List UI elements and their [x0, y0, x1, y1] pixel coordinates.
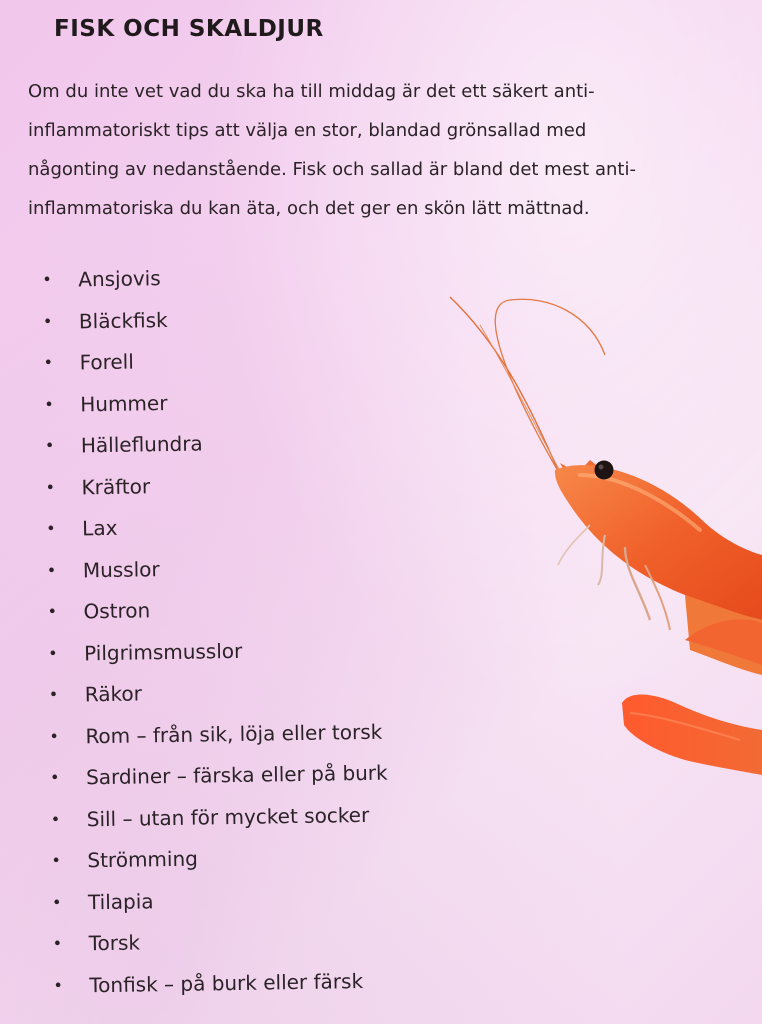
item-label: Bläckfisk — [78, 307, 168, 333]
bullet: • — [42, 311, 53, 331]
intro-paragraph — [28, 72, 748, 228]
list-item — [45, 713, 387, 760]
shrimp-leg — [558, 525, 590, 565]
list-item — [44, 630, 386, 677]
item-label: Torsk — [88, 930, 141, 956]
bullet: • — [46, 560, 57, 580]
intro-line: någonting av nedanstående. Fisk och sallad är bland det mest anti- — [28, 159, 636, 180]
item-label: Ansjovis — [78, 266, 161, 292]
list-item — [46, 755, 388, 802]
bullet: • — [47, 601, 58, 621]
list-item — [40, 381, 382, 428]
intro-line: Om du inte vet vad du ska ha till middag är det ett säkert anti- — [28, 81, 595, 102]
item-label: Musslor — [82, 556, 160, 582]
bullet: • — [42, 269, 52, 289]
bullet: • — [51, 850, 61, 870]
bullet: • — [46, 518, 56, 538]
bullet: • — [44, 435, 55, 455]
item-label: Forell — [79, 349, 134, 375]
antenna — [495, 299, 605, 471]
shrimp-illustration — [440, 285, 762, 775]
list-item — [38, 257, 380, 304]
item-label: Kräftor — [81, 473, 151, 499]
intro-line: inflammatoriskt tips att välja en stor, blandad grönsallad med — [28, 120, 587, 141]
list-item — [39, 340, 381, 387]
item-label: Sardiner – färska eller på burk — [85, 760, 388, 790]
list-item — [45, 672, 387, 719]
shrimp-eye — [595, 461, 614, 480]
list-item — [43, 589, 385, 636]
bullet: • — [49, 767, 60, 787]
item-label: Pilgrimsmusslor — [83, 638, 243, 665]
item-label: Hummer — [80, 390, 168, 416]
list-item — [41, 423, 383, 470]
list-item — [46, 796, 388, 843]
item-label: Hälleflundra — [80, 431, 203, 458]
bullet: • — [49, 726, 60, 746]
bullet: • — [50, 809, 61, 829]
list-item — [43, 547, 385, 594]
item-label: Lax — [82, 515, 118, 541]
list-item — [41, 464, 383, 511]
antenna — [450, 297, 560, 475]
item-label: Strömming — [87, 846, 199, 873]
bullet: • — [44, 394, 54, 414]
bullet: • — [43, 352, 54, 372]
list-item — [47, 838, 389, 885]
item-label: Ostron — [83, 598, 151, 624]
section-heading: FISK OCH SKALDJUR — [54, 16, 324, 42]
list-item — [48, 921, 390, 968]
intro-line: inflammatoriska du kan äta, och det ger en skön lätt mättnad. — [28, 198, 590, 219]
list-item — [39, 298, 381, 345]
list-item — [48, 879, 390, 926]
bullet: • — [51, 892, 62, 912]
item-label: Tonfisk – på burk eller färsk — [89, 968, 364, 997]
bullet: • — [47, 643, 58, 663]
bullet: • — [53, 975, 63, 995]
bullet: • — [48, 684, 59, 704]
item-label: Räkor — [84, 681, 143, 707]
list-item — [49, 962, 391, 1009]
bullet: • — [52, 933, 63, 953]
shrimp-tail — [622, 695, 762, 775]
bullet: • — [45, 477, 56, 497]
item-label: Rom – från sik, löja eller torsk — [85, 719, 383, 748]
item-label: Sill – utan för mycket socker — [86, 802, 370, 831]
item-label: Tilapia — [87, 888, 154, 914]
seafood-list — [38, 257, 391, 1009]
shrimp-head — [555, 465, 762, 620]
list-item — [42, 506, 384, 553]
